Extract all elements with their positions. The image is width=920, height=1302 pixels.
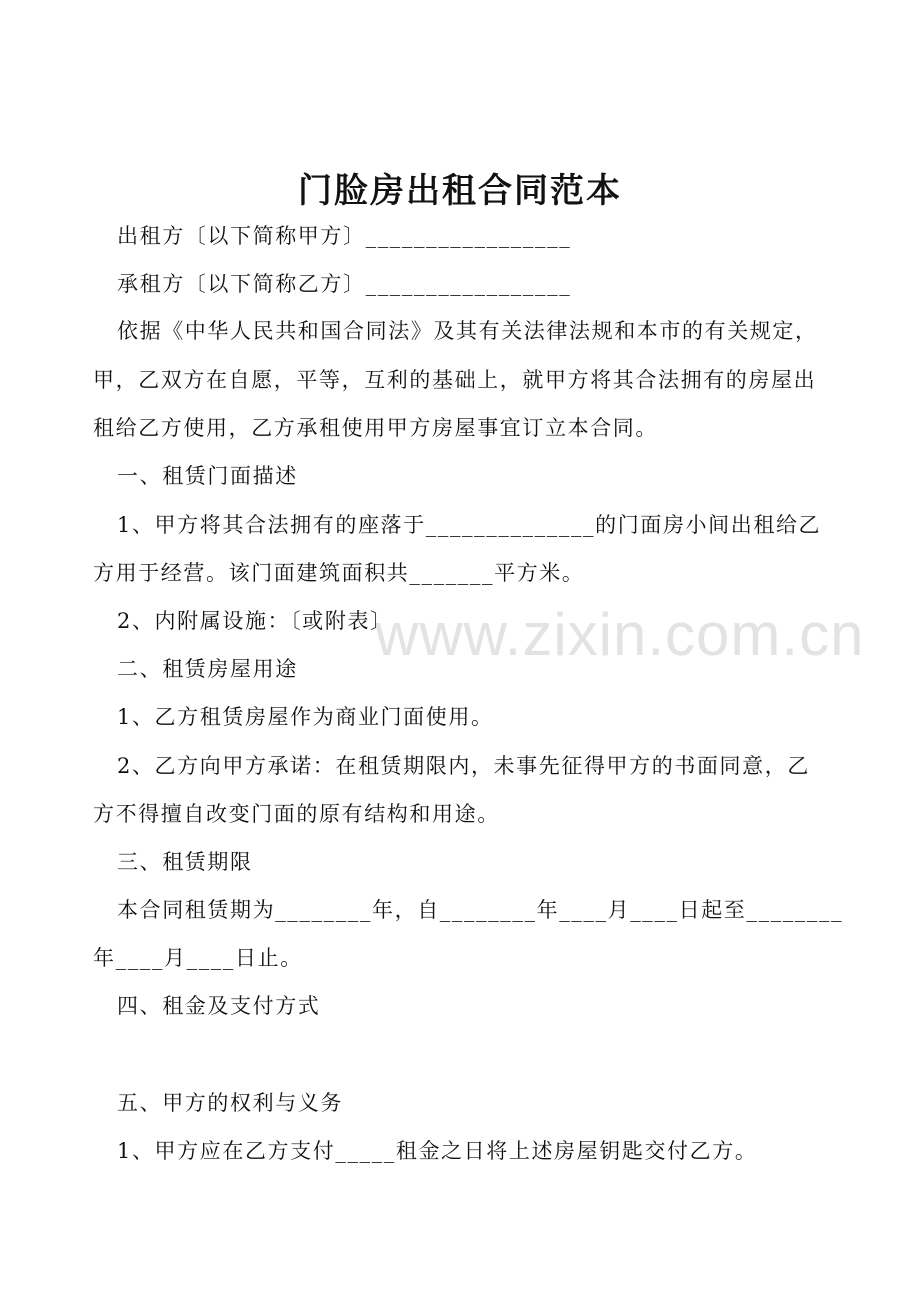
preamble-line-2: 甲，乙双方在自愿，平等，互利的基础上，就甲方将其合法拥有的房屋出 [93, 368, 817, 392]
lessor-line: 出租方〔以下简称甲方〕_________________ [117, 224, 572, 248]
section-heading-5: 五、甲方的权利与义务 [117, 1091, 343, 1115]
clause-1-2: 2、内附属设施：〔或附表〕 [117, 609, 393, 633]
preamble-line-1: 依据《中华人民共和国合同法》及其有关法律法规和本市的有关规定， [117, 319, 818, 343]
section-heading-3: 三、租赁期限 [117, 850, 253, 874]
document-title: 门脸房出租合同范本 [298, 171, 622, 211]
clause-2-1: 1、乙方租赁房屋作为商业门面使用。 [117, 705, 494, 729]
clause-5-1: 1、甲方应在乙方支付_____租金之日将上述房屋钥匙交付乙方。 [117, 1139, 758, 1163]
preamble-line-3: 租给乙方使用，乙方承租使用甲方房屋事宜订立本合同。 [93, 416, 658, 440]
clause-1-1-line-2: 方用于经营。该门面建筑面积共_______平方米。 [93, 561, 585, 585]
section-heading-4: 四、租金及支付方式 [117, 994, 321, 1018]
clause-2-2-line-1: 2、乙方向甲方承诺：在租赁期限内，未事先征得甲方的书面同意，乙 [117, 754, 810, 778]
section-heading-2: 二、租赁房屋用途 [117, 657, 298, 681]
term-line-1: 本合同租赁期为________年，自________年____月____日起至________ [117, 898, 844, 922]
clause-1-1-line-1: 1、甲方将其合法拥有的座落于______________的门面房小间出租给乙 [117, 513, 822, 537]
section-heading-1: 一、租赁门面描述 [117, 464, 298, 488]
watermark: www.zixin.com.cn [375, 601, 865, 668]
term-line-2: 年____月____日止。 [93, 946, 303, 970]
lessee-line: 承租方〔以下简称乙方〕_________________ [117, 272, 572, 296]
clause-2-2-line-2: 方不得擅自改变门面的原有结构和用途。 [93, 802, 500, 826]
